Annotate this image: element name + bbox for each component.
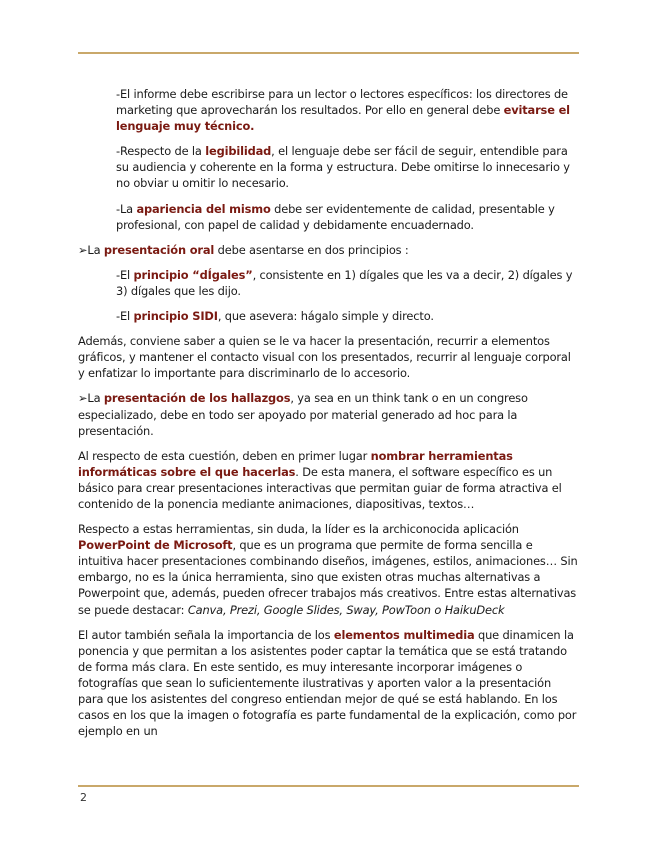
text-run: -El — [116, 267, 134, 282]
text-run: -El informe debe escribirse para un lector o lectores específicos: los directores de marketing que aprovecharán los resultados. Por ello en general debe — [116, 87, 568, 118]
highlighted-term: principio SIDI — [133, 309, 218, 324]
highlighted-term: presentación de los hallazgos — [103, 391, 291, 406]
highlighted-term: presentación oral — [103, 242, 215, 257]
paragraph — [78, 448, 578, 512]
italic-text: Canva, Prezi, Google Slides, Sway, PowToon o HaikuDeck — [187, 602, 505, 617]
page-number: 2 — [80, 791, 87, 804]
text-run: ➢La — [78, 391, 104, 406]
text-run: , consistente en 1) dígales que les va a decir, 2) dígales y 3) dígales que les dijo. — [116, 267, 573, 298]
text-run: Además, conviene saber a quien se le va hacer la presentación, recurrir a elementos gráficos, y mantener el contacto visual con los presentados, recurrir al lenguaje corporal y enfatizar lo importante para discriminarlo de lo accesorio. — [78, 334, 571, 381]
text-run: El autor también señala la importancia de los — [78, 627, 334, 642]
paragraph — [78, 627, 578, 740]
header-rule — [78, 52, 579, 54]
highlighted-term: nombrar herramientas informáticas sobre el que hacerlas — [78, 448, 513, 479]
paragraph — [78, 86, 578, 134]
text-run: debe ser evidentemente de calidad, presentable y profesional, con papel de calidad y debidamente encuadernado. — [116, 201, 555, 232]
text-run: -Respecto de la — [116, 144, 206, 159]
document-body — [78, 86, 578, 748]
text-run: ➢La — [78, 242, 104, 257]
highlighted-term: elementos multimedia — [333, 627, 475, 642]
text-run: que dinamicen la ponencia y que permitan a los asistentes poder captar la temática que se está tratando de forma más clara. En este sentido, es muy interesante incorporar imágenes o fotografías que sean lo suficientemente ilustrativas y aporten valor a la presentación para que los asistentes del congreso entiendan mejor de qué se está hablando. En los casos en los que la imagen o fotografía es parte fundamental de la explicación, como por ejemplo en un — [78, 627, 577, 739]
text-run: debe asentarse en dos principios : — [214, 242, 409, 257]
highlighted-term: PowerPoint de Microsoft — [78, 538, 233, 553]
text-run: Respecto a estas herramientas, sin duda, la líder es la archiconocida aplicación — [78, 522, 519, 537]
text-run: , que asevera: hágalo simple y directo. — [217, 309, 434, 324]
highlighted-term: principio “dÍgales” — [133, 267, 253, 282]
paragraph — [78, 390, 578, 438]
footer-rule — [78, 785, 579, 787]
highlighted-term: apariencia del mismo — [136, 201, 271, 216]
paragraph — [78, 201, 578, 233]
text-run: . De esta manera, el software específico es un básico para crear presentaciones interactivas que permitan guiar de forma atractiva el contenido de la ponencia mediante animaciones, diapositivas, textos… — [78, 464, 562, 511]
text-run: -La — [116, 201, 137, 216]
text-run: -El — [116, 309, 134, 324]
text-run: , el lenguaje debe ser fácil de seguir, entendible para su audiencia y coherente en la forma y estructura. Debe omitirse lo innecesario y no obviar u omitir lo necesario. — [116, 144, 570, 191]
text-run: , que es un programa que permite de forma sencilla e intuitiva hacer presentaciones combinando diseños, imágenes, estilos, animaciones… Sin embargo, no es la única herramienta, sino que existen otras muchas alternativas a Powerpoint que, además, pueden ofrecer trabajos más creativos. Entre estas alternativas se puede destacar: — [78, 538, 578, 617]
paragraph — [78, 267, 578, 299]
paragraph — [78, 308, 578, 324]
paragraph — [78, 143, 578, 191]
text-run: Al respecto de esta cuestión, deben en primer lugar — [78, 448, 371, 463]
paragraph — [78, 521, 578, 618]
paragraph — [78, 242, 578, 258]
paragraph — [78, 333, 578, 381]
text-run: , ya sea en un think tank o en un congreso especializado, debe en todo ser apoyado por material generado ad hoc para la presentación. — [78, 391, 528, 438]
highlighted-term: legibilidad — [205, 144, 272, 159]
highlighted-term: evitarse el lenguaje muy técnico. — [116, 103, 570, 134]
